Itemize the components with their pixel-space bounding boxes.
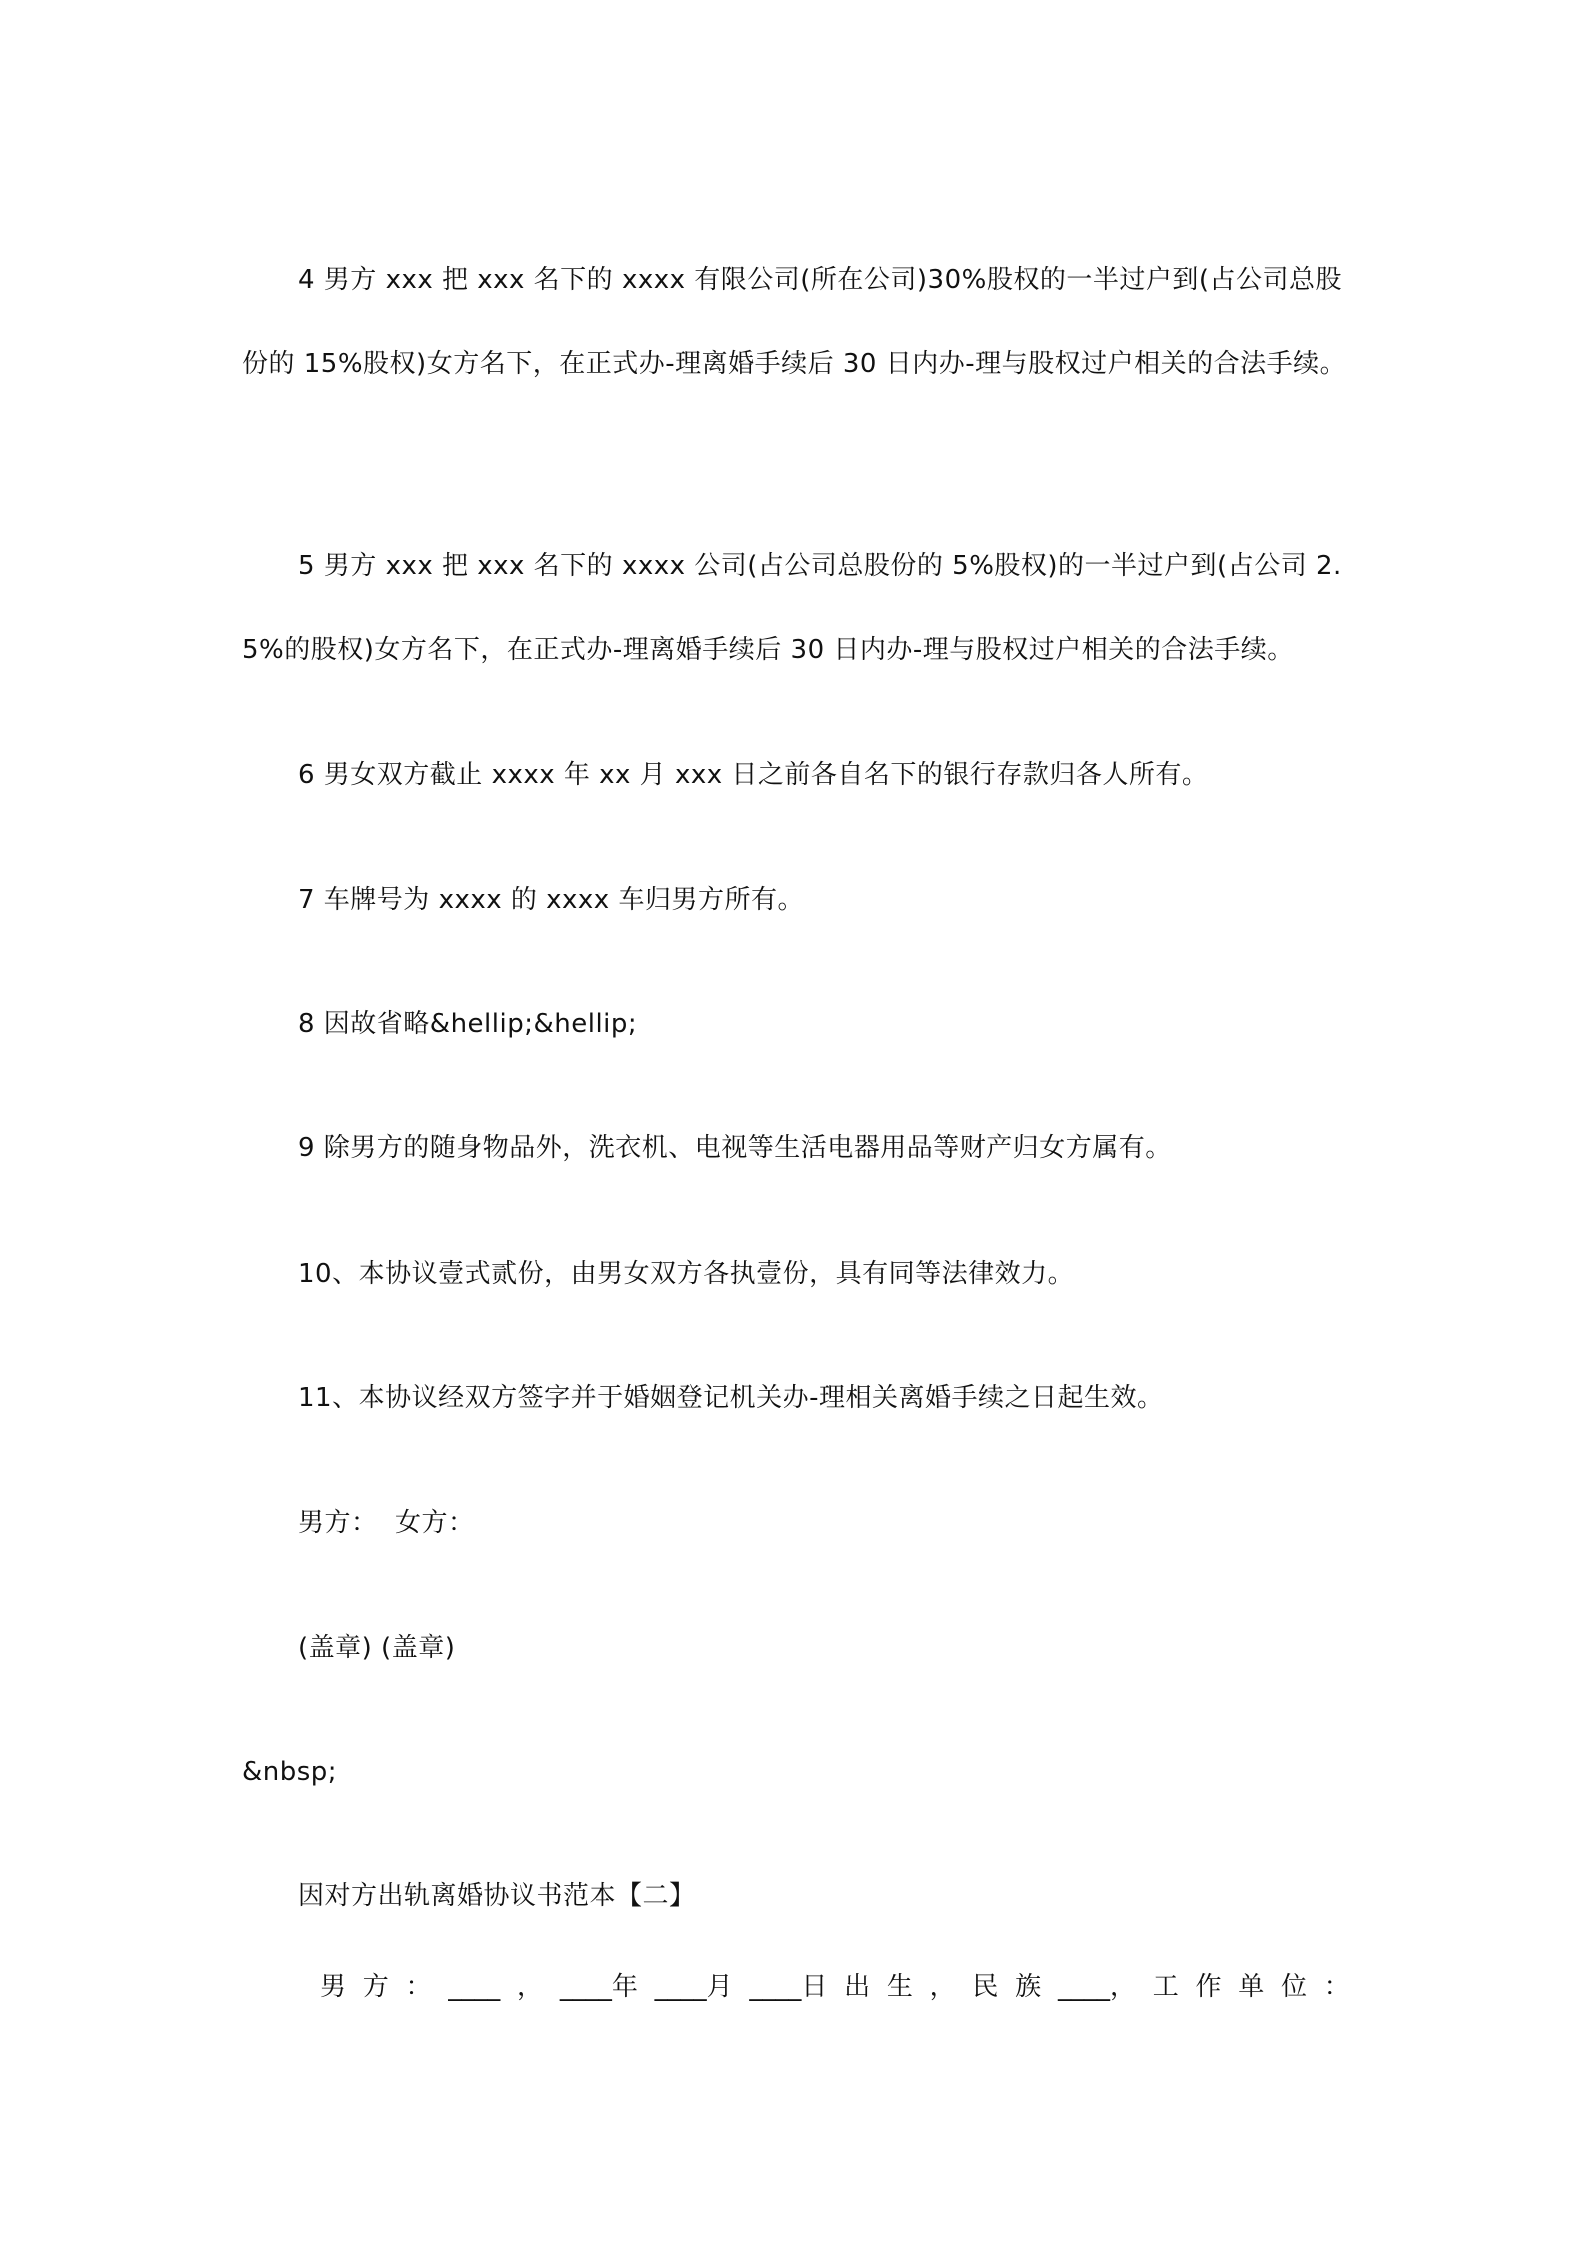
male-line-token: ： (405, 1972, 432, 2002)
paragraph-10: 10、本协议壹式贰份，由男女双方各执壹份，具有同等法律效力。 (298, 1259, 1075, 1289)
male-line-token: ____年 (559, 1972, 638, 2002)
male-info-line (320, 1967, 1350, 2007)
male-line-token: ____月 (654, 1972, 733, 2002)
male-line-token: ____， (1057, 1972, 1136, 2002)
male-line-token: ： (1323, 1972, 1350, 2002)
male-line-token: 位 (1281, 1972, 1308, 2002)
male-line-token: ____日 (749, 1972, 828, 2002)
male-line-token: 男 (320, 1972, 347, 2002)
paragraph-8: 8 因故省略&hellip;&hellip; (298, 1009, 638, 1039)
male-line-token: ， (517, 1972, 544, 2002)
paragraph-4: 4 男方 xxx 把 xxx 名下的 xxxx 有限公司(所在公司)30%股权的一半过户到(占公司总股份的 15%股权)女方名下，在正式办-理离婚手续后 30 日内办-理与股权过户相关的合法手续。 (242, 265, 1347, 379)
male-line-token: 出 (844, 1972, 871, 2002)
section-title: 因对方出轨离婚协议书范本【二】 (298, 1881, 696, 1911)
paragraph-9: 9 除男方的随身物品外，洗衣机、电视等生活电器用品等财产归女方属有。 (298, 1133, 1172, 1163)
male-line-token: 生 (886, 1972, 913, 2002)
male-line-token: ____ (448, 1972, 501, 2002)
nbsp-text: &nbsp; (242, 1757, 338, 1787)
male-line-token: 方 (362, 1972, 389, 2002)
male-line-token: 族 (1015, 1972, 1042, 2002)
male-line-token: 民 (972, 1972, 999, 2002)
signature-parties: 男方： 女方： (298, 1508, 475, 1538)
male-line-token: 单 (1238, 1972, 1265, 2002)
paragraph-11: 11、本协议经双方签字并于婚姻登记机关办-理相关离婚手续之日起生效。 (298, 1383, 1164, 1413)
paragraph-6: 6 男女双方截止 xxxx 年 xx 月 xxx 日之前各自名下的银行存款归各人所有。 (298, 760, 1209, 790)
male-line-token: 作 (1195, 1972, 1222, 2002)
seal-line: (盖章) (盖章) (298, 1633, 456, 1663)
paragraph-5: 5 男方 xxx 把 xxx 名下的 xxxx 公司(占公司总股份的 5%股权)的一半过户到(占公司 2.5%的股权)女方名下，在正式办-理离婚手续后 30 日内办-理与股权过户相关的合法手续。 (242, 551, 1342, 665)
male-line-token: ， (929, 1972, 956, 2002)
male-line-token: 工 (1152, 1972, 1179, 2002)
paragraph-7: 7 车牌号为 xxxx 的 xxxx 车归男方所有。 (298, 885, 804, 915)
